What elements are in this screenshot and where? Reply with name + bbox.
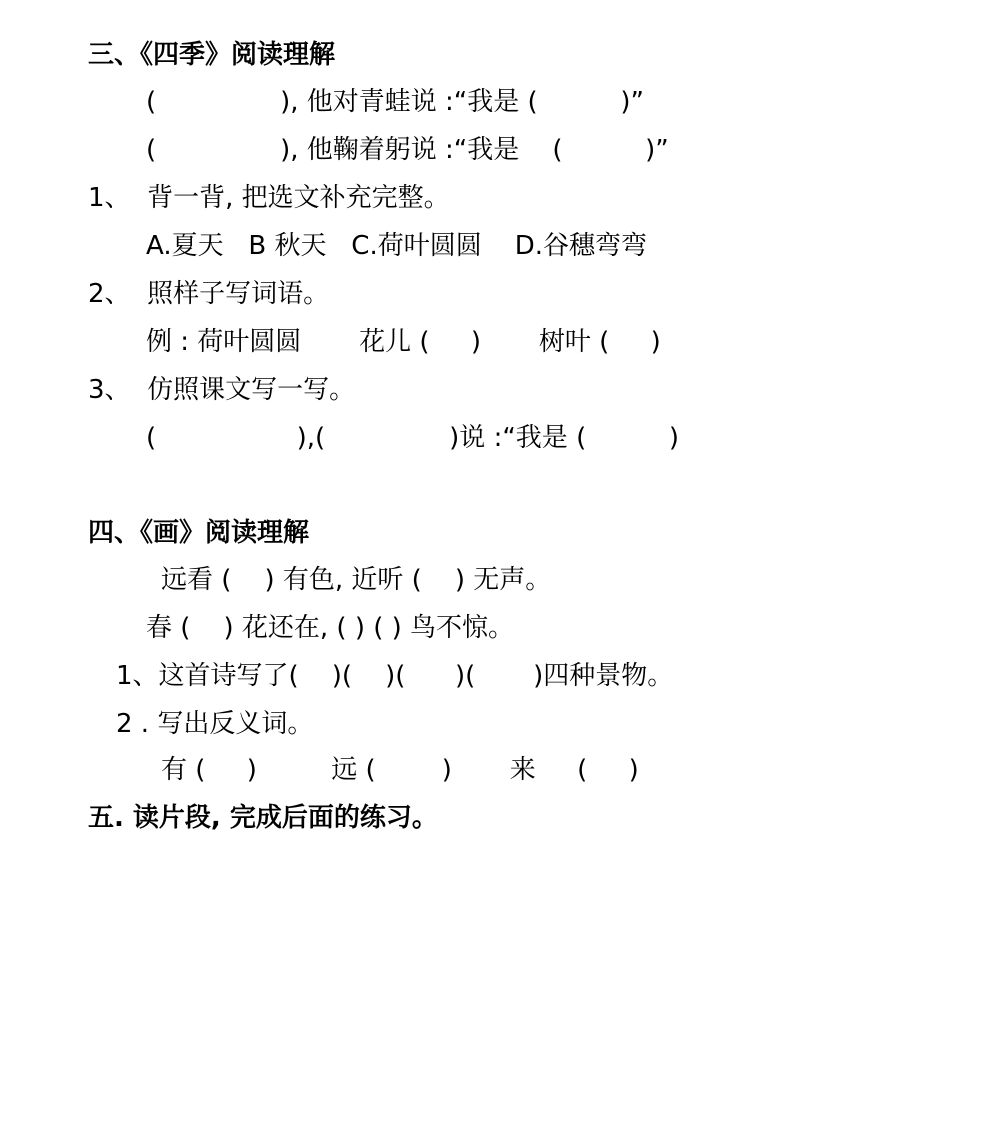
section-3-title: 三、《四季》阅读理解 bbox=[88, 40, 336, 70]
section-3-question-1: 1、 背一背, 把选文补充完整。 bbox=[88, 183, 450, 213]
section-3-question-3: 3、 仿照课文写一写。 bbox=[88, 375, 356, 405]
section-3-question-2-example: 例 : 荷叶圆圆 花儿 ( ) 树叶 ( ) bbox=[146, 327, 661, 357]
section-4-poem-line-2: 春 ( ) 花还在, ( ) ( ) 鸟不惊。 bbox=[146, 613, 515, 643]
section-3-question-2: 2、 照样子写词语。 bbox=[88, 279, 330, 309]
section-3-question-3-fill: ( ),( )说 :“我是 ( ) bbox=[146, 423, 680, 453]
section-3-fill-line-2: ( ), 他鞠着躬说 :“我是 ( )” bbox=[146, 135, 669, 165]
section-4-title: 四、《画》阅读理解 bbox=[88, 518, 310, 548]
section-4-question-2: 2 . 写出反义词。 bbox=[116, 709, 314, 739]
section-4-question-1: 1、这首诗写了( )( )( )( )四种景物。 bbox=[116, 661, 674, 691]
section-3-question-1-options: A.夏天 B 秋天 C.荷叶圆圆 D.谷穗弯弯 bbox=[146, 231, 648, 261]
section-5-title: 五. 读片段, 完成后面的练习。 bbox=[88, 803, 438, 833]
section-4-question-2-fill: 有 ( ) 远 ( ) 来 ( ) bbox=[161, 755, 639, 785]
section-4-poem-line-1: 远看 ( ) 有色, 近听 ( ) 无声。 bbox=[161, 565, 552, 595]
section-3-fill-line-1: ( ), 他对青蛙说 :“我是 ( )” bbox=[146, 87, 644, 117]
